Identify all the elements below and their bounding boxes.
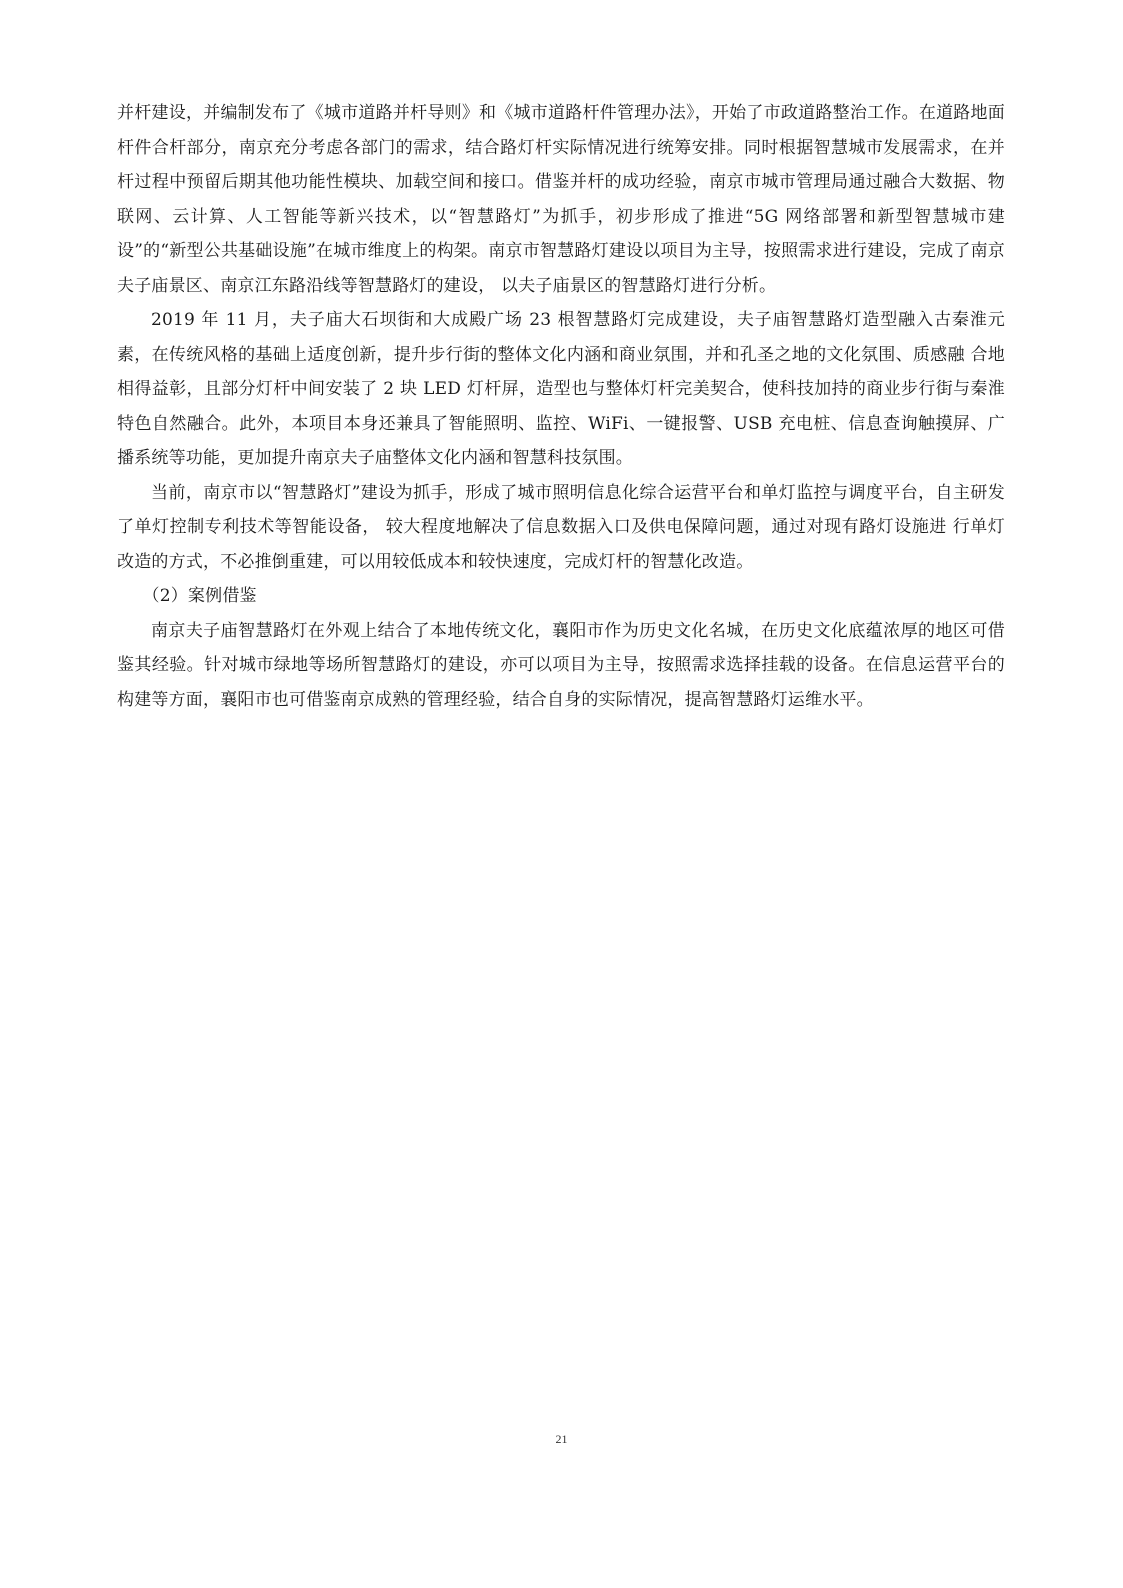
document-body — [117, 96, 1005, 717]
paragraph-continuation: 并杆建设，并编制发布了《城市道路并杆导则》和《城市道路杆件管理办法》，开始了市政道路整治工作。在道路地面杆件合杆部分，南京充分考虑各部门的需求，结合路灯杆实际情况进行统筹安排。同时根据智慧城市发展需求，在并杆过程中预留后期其他功能性模块、加载空间和接口。借鉴并杆的成功经验，南京市城市管理局通过融合大数据、物联网、云计算、人工智能等新兴技术，以“智慧路灯”为抓手，初步形成了推进“5G 网络部署和新型智慧城市建设”的“新型公共基础设施”在城市维度上的构架。南京市智慧路灯建设以项目为主导，按照需求进行建设，完成了南京夫子庙景区、南京江东路沿线等智慧路灯的建设， 以夫子庙景区的智慧路灯进行分析。 — [117, 103, 1005, 296]
paragraph-case-reference: 南京夫子庙智慧路灯在外观上结合了本地传统文化，襄阳市作为历史文化名城，在历史文化底蕴浓厚的地区可借鉴其经验。针对城市绿地等场所智慧路灯的建设，亦可以项目为主导，按照需求选择挂载的设备。在信息运营平台的构建等方面，襄阳市也可借鉴南京成熟的管理经验，结合自身的实际情况，提高智慧路灯运维水平。 — [117, 620, 1005, 710]
paragraph-fuzimiao-construction: 2019 年 11 月，夫子庙大石坝街和大成殿广场 23 根智慧路灯完成建设，夫子庙智慧路灯造型融入古秦淮元素，在传统风格的基础上适度创新，提升步行街的整体文化内涵和商业氛围，并和孔圣之地的文化氛围、质感融 合地相得益彰，且部分灯杆中间安装了 2 块 LED 灯杆屏，造型也与整体灯杆完美契合，使科技加持的商业步行街与秦淮特色自然融合。此外，本项目本身还兼具了智能照明、监控、WiFi、一键报警、USB 充电桩、信息查询触摸屏、广播系统等功能，更加提升南京夫子庙整体文化内涵和智慧科技氛围。 — [117, 310, 1005, 468]
paragraph-nanjing-platform: 当前，南京市以“智慧路灯”建设为抓手，形成了城市照明信息化综合运营平台和单灯监控与调度平台，自主研发了单灯控制专利技术等智能设备， 较大程度地解决了信息数据入口及供电保障问题，通过对现有路灯设施进 行单灯改造的方式，不必推倒重建，可以用较低成本和较快速度，完成灯杆的智慧化改造。 — [117, 482, 1005, 572]
section-heading-case-reference: （2）案例借鉴 — [142, 586, 257, 606]
page-number: 21 — [555, 1432, 568, 1446]
